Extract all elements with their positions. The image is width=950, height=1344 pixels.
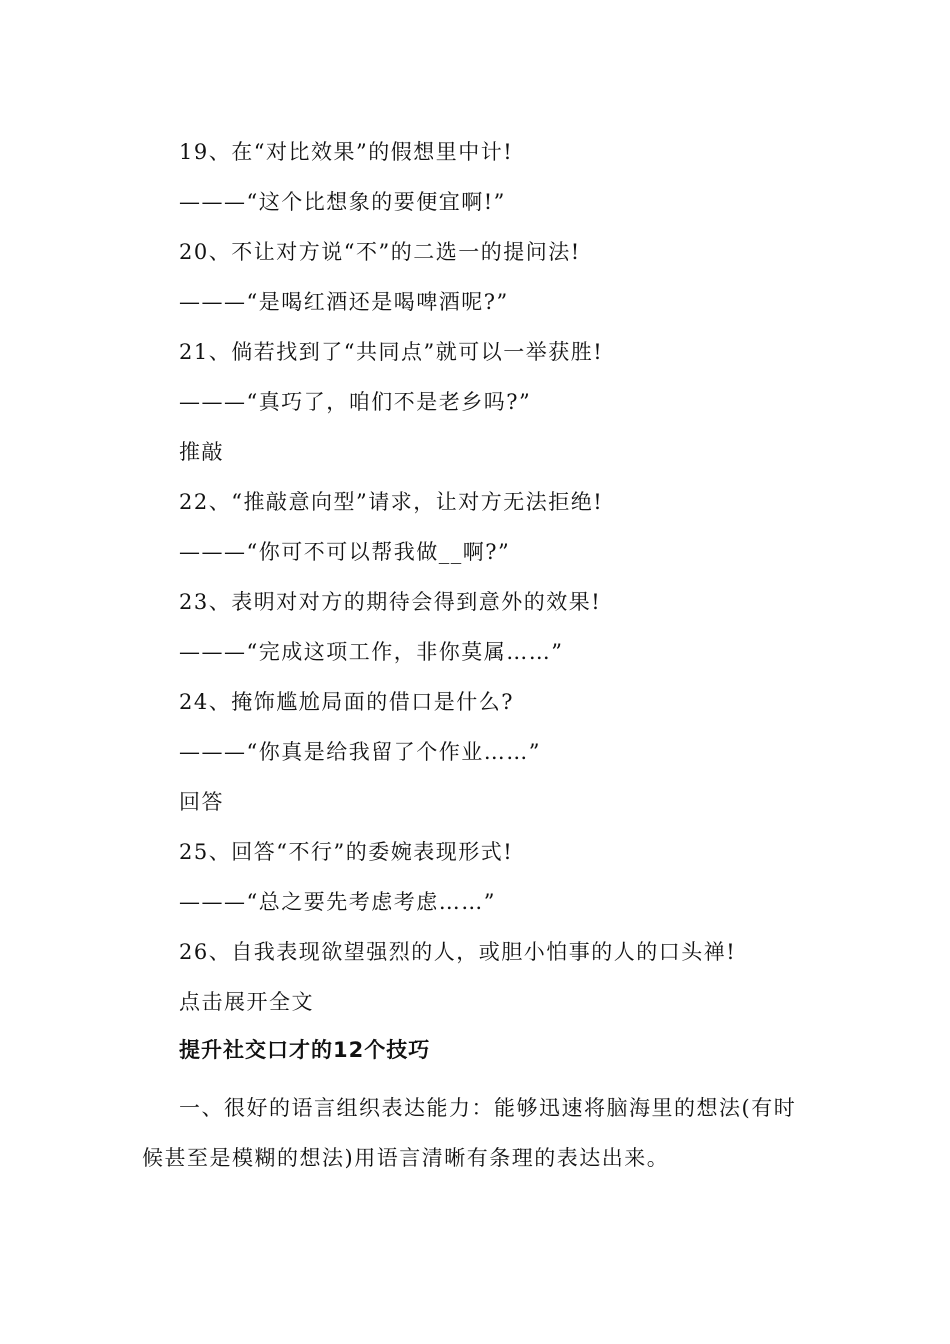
quote-line-21: ———“真巧了，咱们不是老乡吗?” <box>179 390 532 414</box>
section-label-tuiqiao: 推敲 <box>179 440 224 464</box>
section-label-huida: 回答 <box>179 790 224 814</box>
expand-full-text-link[interactable]: 点击展开全文 <box>179 990 314 1014</box>
text-line-24: 24、掩饰尴尬局面的借口是什么? <box>179 690 514 714</box>
text-line-21: 21、倘若找到了“共同点”就可以一举获胜! <box>179 340 604 364</box>
quote-line-20: ———“是喝红酒还是喝啤酒呢?” <box>179 290 509 314</box>
text-line-25: 25、回答“不行”的委婉表现形式! <box>179 840 514 864</box>
quote-line-24: ———“你真是给我留了个作业……” <box>179 740 541 764</box>
quote-line-22: ———“你可不可以帮我做__啊?” <box>179 540 511 564</box>
body-paragraph: 一、很好的语言组织表达能力：能够迅速将脑海里的想法(有时候甚至是模糊的想法)用语言清晰有条理的表达出来。 <box>142 1096 797 1170</box>
text-line-22: 22、“推敲意向型”请求，让对方无法拒绝! <box>179 490 604 514</box>
section-heading: 提升社交口才的12个技巧 <box>179 1038 431 1062</box>
quote-line-23: ———“完成这项工作，非你莫属……” <box>179 640 564 664</box>
text-line-19: 19、在“对比效果”的假想里中计! <box>179 140 514 164</box>
text-line-20: 20、不让对方说“不”的二选一的提问法! <box>179 240 581 264</box>
text-line-23: 23、表明对对方的期待会得到意外的效果! <box>179 590 602 614</box>
quote-line-19: ———“这个比想象的要便宜啊!” <box>179 190 506 214</box>
text-line-26: 26、自我表现欲望强烈的人，或胆小怕事的人的口头禅! <box>179 940 737 964</box>
quote-line-25: ———“总之要先考虑考虑……” <box>179 890 496 914</box>
